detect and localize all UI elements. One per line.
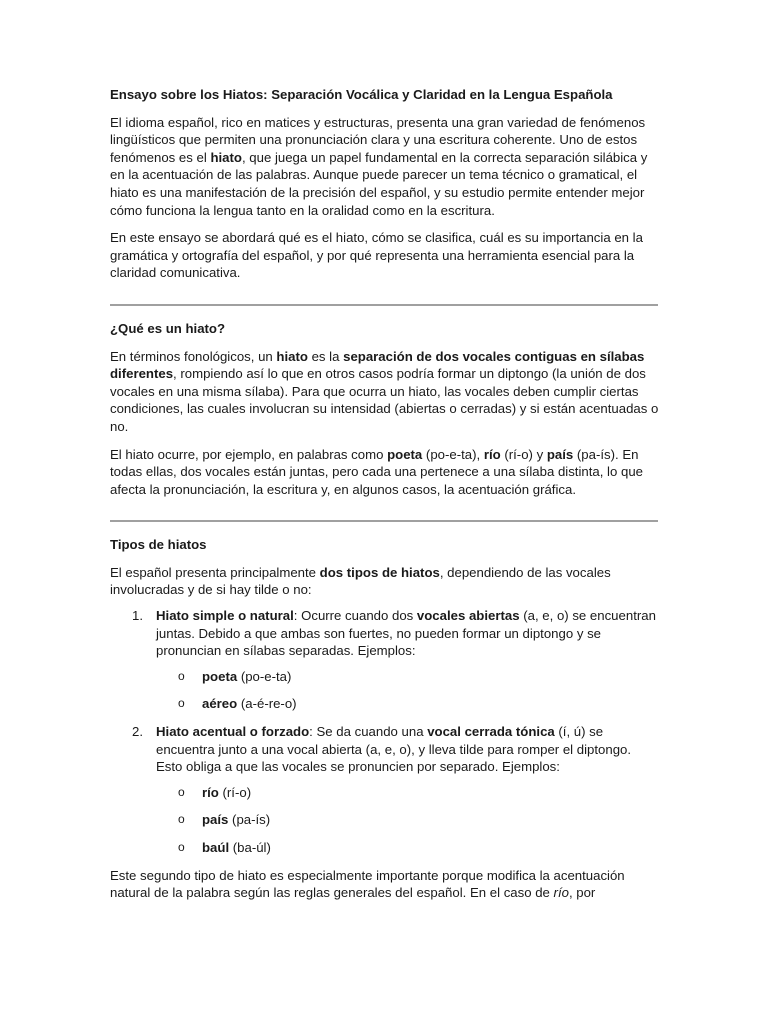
list-item (110, 723, 660, 857)
list-item (110, 607, 660, 713)
document-content (110, 86, 660, 902)
bold-term: poeta (387, 446, 423, 462)
text-run: , que juega un papel fundamental en la correcta separación silábica y en la acentuación de las palabras. Aunque puede parecer un tema técnico o gramatical, el hiato es una manifestación de la precisión del español, y su estudio permite entender mejor cómo funciona la lengua tanto en la oralidad como en la escritura. (110, 149, 648, 218)
intro-paragraph-2: En este ensayo se abordará qué es el hiato, cómo se clasifica, cuál es su importancia en la gramática y ortografía del español, y por qué representa una herramienta esencial para la claridad comunicativa. (110, 230, 643, 281)
section-divider (110, 304, 658, 306)
essay-title: Ensayo sobre los Hiatos: Separación Vocálica y Claridad en la Lengua Española (110, 87, 613, 102)
list-item (156, 784, 660, 802)
example-split: (po-e-ta) (237, 668, 292, 684)
types-list (110, 607, 660, 857)
example-split: (rí-o) (218, 784, 252, 800)
examples-list (156, 784, 660, 857)
example-word: río (202, 784, 219, 800)
text-run: El hiato ocurre, por ejemplo, en palabras como (110, 446, 388, 462)
bold-term: río (483, 446, 501, 462)
text-run: (po-e-ta), (422, 446, 484, 462)
bullet-circle-icon: o (178, 840, 185, 854)
bold-term: vocales abiertas (416, 608, 520, 624)
text-run: , rompiendo así lo que en otros casos podría formar un diptongo (la unión de dos vocales en una misma sílaba). Para que ocurra un hiato, las vocales deben cumplir ciertas condiciones, las cuales involucran su intensidad (abiertas o cerradas) y si están acentuadas o no. (110, 366, 659, 434)
types-intro-paragraph (110, 564, 660, 599)
text-run: (a, e, o) se encuentran juntas. Debido a que ambas son fuertes, no pueden formar un diptongo y se pronuncian en sílabas separadas. Ejemplos: (156, 608, 656, 659)
example-word: país (202, 812, 229, 828)
section-heading-what-is: ¿Qué es un hiato? (110, 320, 226, 336)
example-word: poeta (202, 668, 238, 684)
list-number: 1. (132, 608, 143, 624)
bullet-circle-icon: o (178, 668, 185, 683)
list-item-text (156, 607, 660, 660)
text-run: (rí-o) y (500, 446, 547, 462)
text-run: , por (568, 885, 596, 901)
bullet-circle-icon: o (178, 812, 185, 827)
text-run: (í, ú) se encuentra junto a una vocal abierta (a, e, o), y lleva tilde para romper el diptongo. Esto obliga a que las vocales se pronuncien por separado. Ejemplos: (156, 724, 632, 775)
definition-paragraph (110, 348, 660, 436)
text-run: El idioma español, rico en matices y estructuras, presenta una gran variedad de fenómenos lingüísticos que permiten una pronunciación clara y una escritura coherente. Uno de estos fenómenos es el (110, 114, 646, 165)
closing-paragraph (110, 867, 660, 902)
examples-paragraph (110, 446, 660, 499)
list-number: 2. (132, 724, 143, 740)
section-heading-types: Tipos de hiatos (110, 537, 207, 553)
text-run: El español presenta principalmente (110, 564, 320, 580)
list-item-text (156, 723, 660, 776)
list-item (156, 668, 660, 686)
text-run: : Se da cuando una (309, 724, 428, 740)
text-run: En términos fonológicos, un (110, 348, 277, 364)
text-run: es la (307, 348, 344, 364)
bullet-circle-icon: o (178, 784, 185, 799)
example-word: aéreo (202, 696, 238, 712)
bold-term: hiato (276, 348, 308, 364)
intro-paragraph-1 (110, 114, 660, 220)
text-run: (pa-ís). En todas ellas, dos vocales están juntas, pero cada una pertenece a una sílaba distinta, lo que afecta la pronunciación, la escritura y, en algunos casos, la acentuación gráfica. (110, 446, 643, 497)
list-item (156, 695, 660, 713)
bold-term: país (546, 446, 574, 462)
bold-term: Hiato simple o natural (156, 608, 294, 624)
text-run: Este segundo tipo de hiato es especialmente importante porque modifica la acentuación natural de la palabra según las reglas generales del español. En el caso de (110, 867, 625, 901)
example-split: (a-é-re-o) (237, 696, 297, 712)
list-item (156, 839, 660, 857)
bold-term: hiato (210, 149, 242, 165)
text-run: , dependiendo de las vocales involucradas y de si hay tilde o no: (110, 564, 611, 598)
bold-term: vocal cerrada tónica (427, 724, 555, 740)
bullet-circle-icon: o (178, 696, 185, 711)
example-word: baúl (202, 840, 230, 855)
bold-term: dos tipos de hiatos (319, 564, 440, 580)
list-item (156, 811, 660, 829)
bold-term: separación de dos vocales contiguas en sílabas diferentes (110, 348, 645, 382)
example-split: (ba-úl) (229, 840, 271, 855)
italic-term: río (553, 885, 569, 901)
text-run: : Ocurre cuando dos (293, 608, 417, 624)
bold-term: Hiato acentual o forzado (156, 724, 310, 740)
examples-list (156, 668, 660, 713)
example-split: (pa-ís) (228, 812, 271, 828)
section-divider (110, 520, 658, 522)
